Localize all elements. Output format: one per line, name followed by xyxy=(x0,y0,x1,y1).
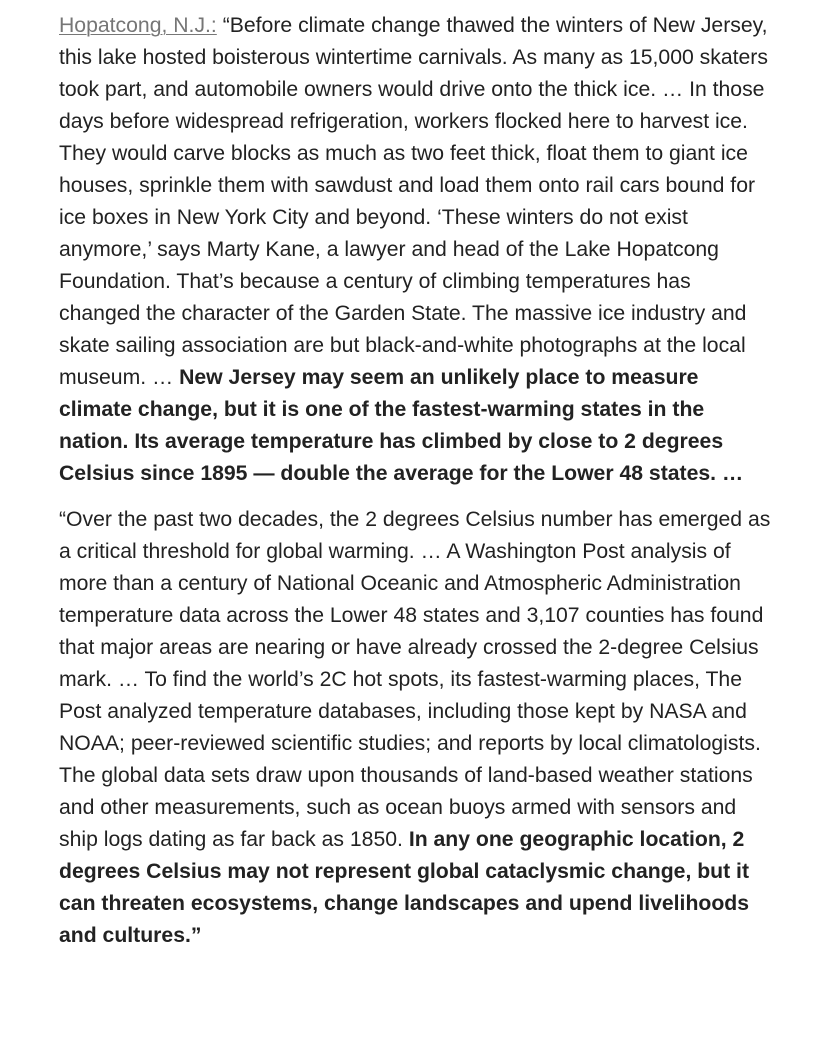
paragraph-two-degrees xyxy=(59,504,771,952)
paragraph-bold-text: New Jersey may seem an unlikely place to measure climate change, but it is one of the fastest-warming states in the nation. Its average temperature has climbed by close to 2 degrees Celsius since 1895 — double the average for the Lower 48 states. … xyxy=(59,366,744,485)
paragraph-bold-text: In any one geographic location, 2 degrees Celsius may not represent global cataclysmic change, but it can threaten ecosystems, change landscapes and upend livelihoods and cultures.” xyxy=(59,828,750,947)
article-body xyxy=(59,10,771,952)
paragraph-hopatcong xyxy=(59,10,771,490)
hopatcong-link[interactable]: Hopatcong, N.J.: xyxy=(59,14,217,37)
paragraph-text: “Over the past two decades, the 2 degrees Celsius number has emerged as a critical threshold for global warming. … A Washington Post analysis of more than a century of National Oceanic and Atmospheric Administration temperature data across the Lower 48 states and 3,107 counties has found that major areas are nearing or have already crossed the 2-degree Celsius mark. … To find the world’s 2C hot spots, its fastest-warming places, The Post analyzed temperature databases, including those kept by NASA and NOAA; peer-reviewed scientific studies; and reports by local climatologists. The global data sets draw upon thousands of land-based weather stations and other measurements, such as ocean buoys armed with sensors and ship logs dating as far back as 1850. xyxy=(59,508,771,851)
paragraph-text: “Before climate change thawed the winters of New Jersey, this lake hosted boisterous wintertime carnivals. As many as 15,000 skaters took part, and automobile owners would drive onto the thick ice. … In those days before widespread refrigeration, workers flocked here to harvest ice. They would carve blocks as much as two feet thick, float them to giant ice houses, sprinkle them with sawdust and load them onto rail cars bound for ice boxes in New York City and beyond. ‘These winters do not exist anymore,’ says Marty Kane, a lawyer and head of the Lake Hopatcong Foundation. That’s because a century of climbing temperatures has changed the character of the Garden State. The massive ice industry and skate sailing association are but black-and-white photographs at the local museum. … xyxy=(59,14,768,389)
